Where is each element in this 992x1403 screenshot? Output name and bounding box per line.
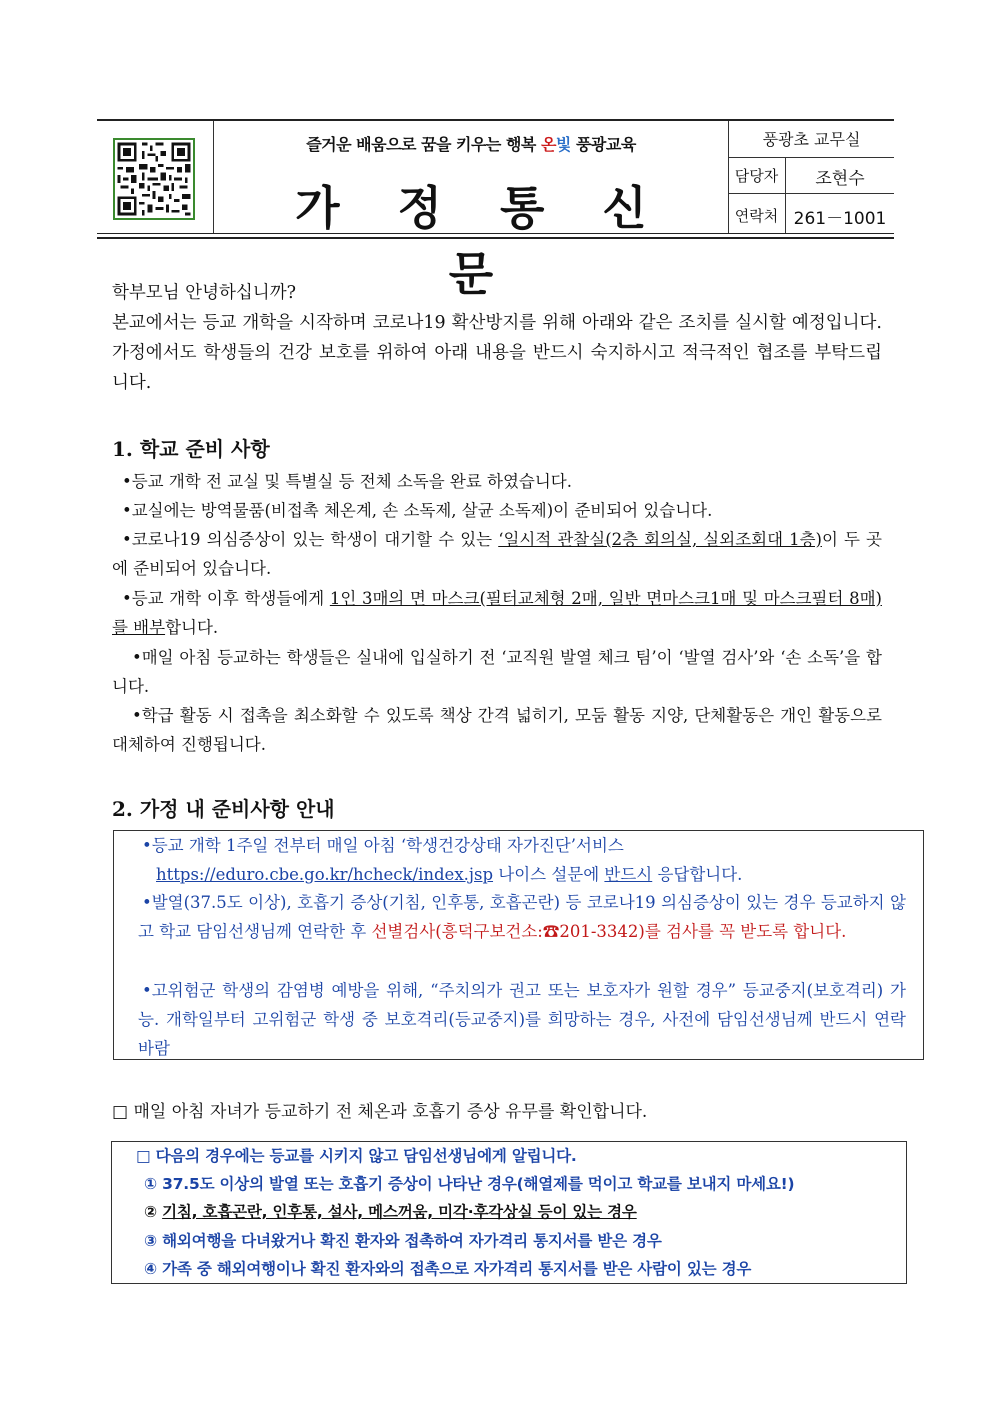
no-attendance-box <box>111 1141 907 1284</box>
greeting: 학부모님 안녕하십니까? <box>112 283 296 303</box>
box2-item: ① 37.5도 이상의 발열 또는 호흡기 증상이 나타난 경우(해열제를 먹이고 학교를 보내지 마세요!) <box>144 1175 795 1193</box>
box2-item: ④ 가족 중 해외여행이나 확진 환자와의 접촉으로 자가격리 통지서를 받은 사람이 있는 경우 <box>144 1260 752 1278</box>
guidance-item: •고위험군 학생의 감염병 예방을 위해, “주치의가 권고 또는 보호자가 원할 경우” 등교중지(보호격리) 가능. 개학일부터 고위험군 학생 중 보호격리(등교중지)를 희망하는 경우, 사전에 담임선생님께 반드시 연락 바람 <box>138 981 906 1058</box>
daily-check-line: □ 매일 아침 자녀가 등교하기 전 체온과 호흡기 증상 유무를 확인합니다. <box>112 1102 648 1122</box>
school-slogan: 즐거운 배움으로 꿈을 키우는 행복 온빛 풍광교육 <box>306 135 636 154</box>
page-title: 가정통신문 <box>295 181 705 301</box>
guidance-item: •등교 개학 1주일 전부터 매일 아침 ‘학생건강상태 자가진단’서비스 <box>142 836 624 855</box>
slogan-bit: 빛 <box>555 135 571 154</box>
info-row-rule <box>728 157 894 158</box>
office-name: 풍광초 교무실 <box>762 130 861 149</box>
slogan-on: 온 <box>540 135 556 154</box>
manager-label: 담당자 <box>734 167 779 185</box>
section1-heading: 1. 학교 준비 사항 <box>112 437 270 461</box>
section2-heading: 2. 가정 내 준비사항 안내 <box>112 797 335 821</box>
guidance-item-cont: https://eduro.cbe.go.kr/hcheck/index.jsp 나이스 설문에 반드시 응답합니다. <box>156 865 743 884</box>
home-guidance-box <box>113 830 924 1060</box>
screening-test-text: 선별검사(흥덕구보건소:☎201-3342)를 검사를 꼭 받도록 합니다. <box>371 922 847 941</box>
info-row-rule <box>728 193 894 194</box>
guidance-item: •발열(37.5도 이상), 호흡기 증상(기침, 인후통, 호흡곤란) 등 코로나19 의심증상이 있는 경우 등교하지 않고 학교 담임선생님께 연락한 후 선별검사(흥덕구보건소:☎201-3342)를 검사를 꼭 받도록 합니다. <box>138 893 906 941</box>
box2-item: ② 기침, 호흡곤란, 인후통, 설사, 메스꺼움, 미각·후각상실 등이 있는 경우 <box>144 1203 637 1221</box>
section1-item: •등교 개학 전 교실 및 특별실 등 전체 소독을 완료 하였습니다. <box>122 472 572 491</box>
contact-label: 연락처 <box>734 207 779 225</box>
box2-item: ③ 해외여행을 다녀왔거나 확진 환자와 접촉하여 자가격리 통지서를 받은 경우 <box>144 1232 662 1250</box>
section1-item: •매일 아침 등교하는 학생들은 실내에 입실하기 전 ‘교직원 발열 체크 팀’이 ‘발열 검사’와 ‘손 소독’을 합니다. <box>112 648 882 696</box>
qr-code-icon <box>113 138 195 220</box>
intro-paragraph: 본교에서는 등교 개학을 시작하며 코로나19 확산방지를 위해 아래와 같은 조치를 실시할 예정입니다. 가정에서도 학생들의 건강 보호를 위하여 아래 내용을 반드시 숙지하시고 적극적인 협조를 부탁드립니다. <box>112 313 882 393</box>
header-top-rule <box>97 119 894 121</box>
box2-title: □ 다음의 경우에는 등교를 시키지 않고 담임선생님에게 알립니다. <box>136 1147 577 1165</box>
self-check-link[interactable]: https://eduro.cbe.go.kr/hcheck/index.jsp <box>156 865 494 884</box>
section1-item: •코로나19 의심증상이 있는 학생이 대기할 수 있는 ‘일시적 관찰실(2층 회의실, 실외조회대 1층)이 두 곳에 준비되어 있습니다. <box>112 530 882 578</box>
contact-value: 261－1001 <box>793 209 887 229</box>
manager-value: 조현수 <box>815 169 865 189</box>
section1-item: •학급 활동 시 접촉을 최소화할 수 있도록 책상 간격 넓히기, 모둠 활동 지양, 단체활동은 개인 활동으로 대체하여 진행됩니다. <box>112 706 882 754</box>
section1-item: •교실에는 방역물품(비접촉 체온계, 손 소독제, 살균 소독제)이 준비되어 있습니다. <box>122 501 713 520</box>
section1-item: •등교 개학 이후 학생들에게 1인 3매의 면 마스크(필터교체형 2매, 일반 면마스크1매 및 마스크필터 8매)를 배부합니다. <box>112 589 882 637</box>
observation-room-text: ‘일시적 관찰실(2층 회의실, 실외조회대 1층) <box>498 530 822 549</box>
mask-distribution-text: 1인 3매의 면 마스크(필터교체형 2매, 일반 면마스크1매 및 마스크필터 8매)를 배부 <box>112 589 882 637</box>
